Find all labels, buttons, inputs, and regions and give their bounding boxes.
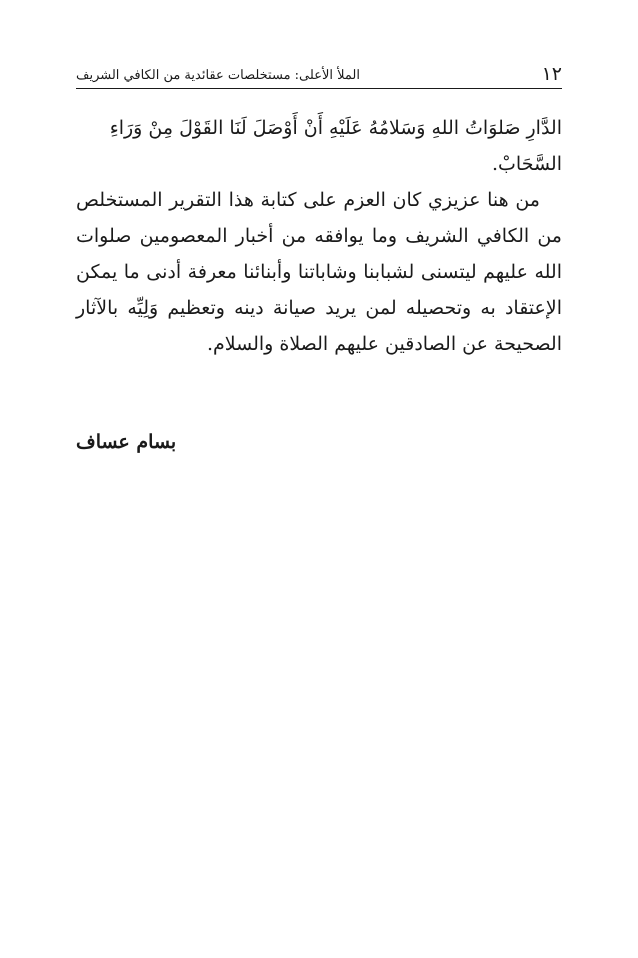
running-header: [76, 60, 562, 86]
body-paragraph: من هنا عزيزي كان العزم على كتابة هذا التقرير المستخلص من الكافي الشريف وما يوافقه من أخبار المعصومين صلوات الله عليهم ليتسنى لشبابنا وشاباتنا وأبنائنا معرفة أدنى ما يمكن الإعتقاد به وتحصيله لمن يريد صيانة دينه وتعظيم وَلِيِّه بالآثار الصحيحة عن الصادقين عليهم الصلاة والسلام.: [76, 189, 562, 355]
header-divider: [76, 88, 562, 89]
author-signature: بسام عساف: [76, 431, 177, 453]
body-text: [76, 110, 562, 362]
page-number: ١٢: [541, 63, 562, 85]
running-title: الملأ الأعلى: مستخلصات عقائدية من الكافي الشريف: [76, 68, 360, 83]
quote-continuation: الدَّارِ صَلوَاتُ اللهِ وَسَلامُهُ عَلَيْهِ أَنْ أَوْصَلَ لَنَا القَوْلَ مِنْ وَرَاءِ السَّحَابْ.: [109, 117, 562, 175]
